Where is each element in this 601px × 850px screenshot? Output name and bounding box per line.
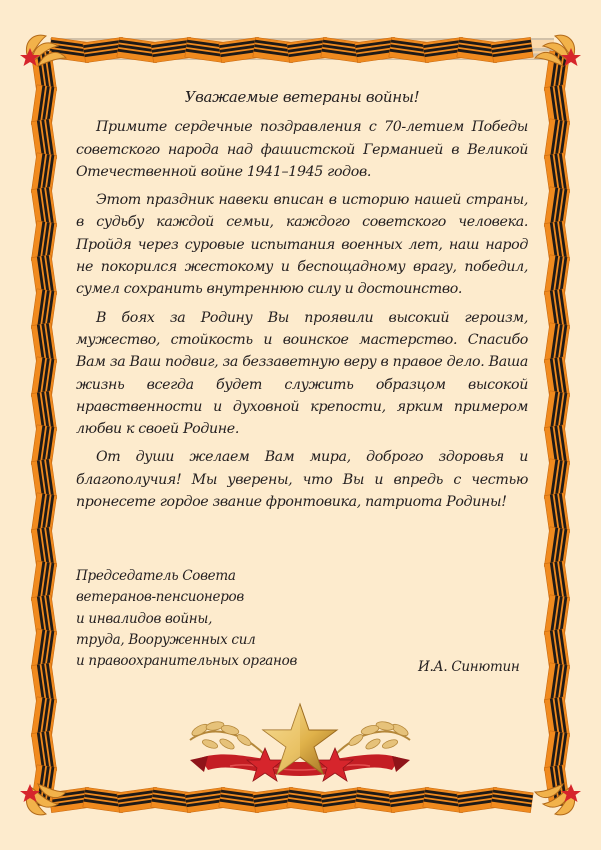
laurel-right-icon — [335, 720, 410, 755]
paragraph-congratulations: Примите сердечные поздравления с 70-летием Победы советского народа над фашистской Германией в Великой Отечественной войне 1941–1945 годов. — [76, 119, 528, 180]
salutation: Уважаемые ветераны войны! — [184, 88, 420, 106]
laurel-left-icon — [190, 720, 265, 755]
red-star-right-icon — [317, 748, 353, 781]
signature-line: ветеранов-пенсионеров — [76, 589, 244, 606]
signature-line: Председатель Совета — [76, 568, 236, 584]
red-star-left-icon — [247, 748, 283, 781]
paragraph-wishes: От души желаем Вам мира, доброго здоровья и благополучия! Мы уверены, что Вы и впредь с честью пронесете гордое звание фронтовика, патриота Родины! — [76, 449, 528, 511]
left-ribbon — [31, 51, 56, 807]
signature-line: и правоохранительных органов — [76, 653, 298, 670]
signature-block — [76, 566, 528, 672]
signature-line: и инвалидов войны, — [76, 610, 213, 627]
top-ribbon — [49, 37, 554, 62]
letter-body — [76, 86, 528, 519]
right-ribbon — [544, 51, 569, 807]
victory-emblem — [170, 700, 430, 800]
corner-ornament-bottom-right — [535, 784, 581, 815]
red-ribbon-icon — [190, 754, 410, 776]
signature-line: труда, Вооруженных сил — [76, 631, 256, 648]
paragraph-heroism: В боях за Родину Вы проявили высокий героизм, мужество, стойкость и воинское мастерство. Спасибо Вам за Ваш подвиг, за беззаветную веру в правое дело. Ваша жизнь всегда будет служить образцом высокой нравственности и духовной крепости, ярким примером любви к своей Родине. — [76, 309, 528, 438]
ribbon-segment — [491, 787, 533, 812]
signer-name: И.А. Синютин — [418, 659, 520, 675]
paragraph-history: Этот праздник навеки вписан в историю нашей страны, в судьбу каждой семьи, каждого советского человека. Пройдя через суровые испытания военных лет, наш народ не покорился жестокому и беспощадному врагу, победил, сумел сохранить внутреннюю силу и достоинство. — [76, 192, 528, 298]
